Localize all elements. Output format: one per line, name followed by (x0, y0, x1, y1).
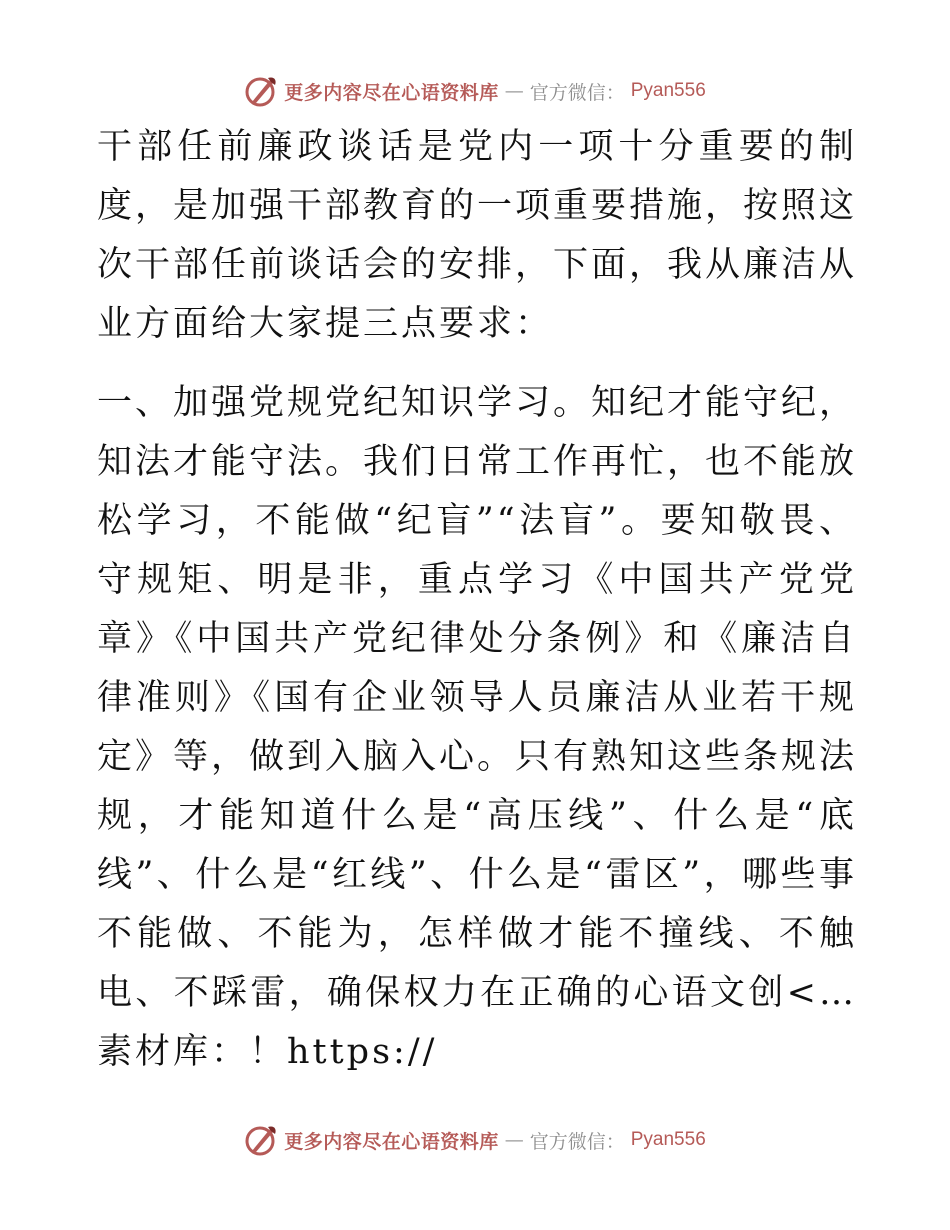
paragraph-point-one: 一、加强党规党纪知识学习。知纪才能守纪，知法才能守法。我们日常工作再忙，也不能放松学习，不能做“纪盲”“法盲”。要知敬畏、守规矩、明是非，重点学习《中国共产党党章》《中国共产党纪律处分条例》和《廉洁自律准则》《国有企业领导人员廉洁从业若干规定》等，做到入脑入心。只有熟知这些条规法规，才能知道什么是“高压线”、什么是“底线”、什么是“红线”、什么是“雷区”，哪些事不能做、不能为，怎样做才能不撞线、不触电、不踩雷，确保权力在正确的心语文创<…素材库：！https:// (97, 383, 858, 1072)
watermark-wechat-label: 官方微信： (529, 1130, 625, 1153)
footer-watermark (0, 1118, 950, 1162)
watermark-site-text: 更多内容尽在心语资料库 (284, 1130, 499, 1153)
quill-pen-logo-icon (244, 1123, 278, 1157)
document-body (97, 118, 857, 1082)
watermark-site-text: 更多内容尽在心语资料库 (284, 81, 499, 104)
paragraph-intro: 干部任前廉政谈话是党内一项十分重要的制度，是加强干部教育的一项重要措施，按照这次干部任前谈话会的安排，下面，我从廉洁从业方面给大家提三点要求： (97, 127, 858, 344)
header-watermark (0, 69, 950, 113)
watermark-dash: — (504, 80, 524, 102)
watermark-wechat-id: Pyan556 (630, 1129, 706, 1150)
watermark-dash: — (504, 1129, 524, 1151)
watermark-wechat-label: 官方微信： (529, 81, 625, 104)
watermark-wechat-id: Pyan556 (630, 80, 706, 101)
quill-pen-logo-icon (244, 74, 278, 108)
